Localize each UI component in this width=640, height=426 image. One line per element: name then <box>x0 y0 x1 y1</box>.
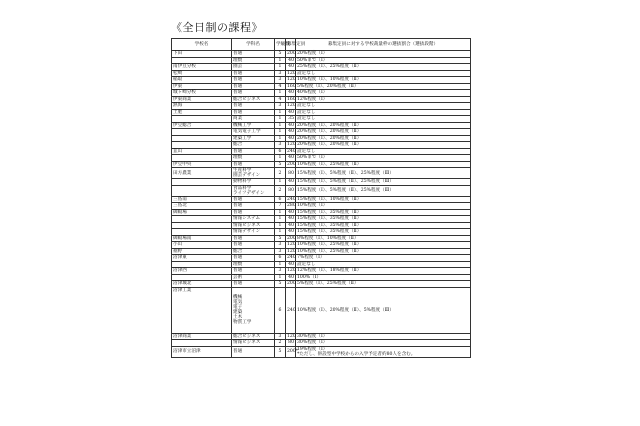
selection-ratio-cell: 7%程度（Ⅰ） <box>296 255 471 262</box>
department-item: 機械 <box>233 295 243 300</box>
school-name-cell: 伊東 <box>172 83 232 90</box>
selection-ratio-cell: 15%程度（Ⅰ）、35%程度（Ⅱ） <box>296 222 471 229</box>
class-count-cell: 7 <box>275 203 286 210</box>
school-name-cell: 韮山 <box>172 148 232 155</box>
selection-ratio-cell: 20%程度（Ⅰ）、20%程度（Ⅱ） <box>296 135 471 142</box>
school-name-cell: 沼津東 <box>172 255 232 262</box>
capacity-cell: 40 <box>286 90 296 97</box>
school-name-cell: 三島北 <box>172 203 232 210</box>
department-cell: 総合 <box>232 142 275 149</box>
selection-ratio-cell: 12%程度（Ⅰ）、18%程度（Ⅱ） <box>296 268 471 275</box>
department-item: 建築 <box>233 310 243 315</box>
class-count-cell: 3 <box>275 242 286 249</box>
selection-ratio-cell: 5%程度（Ⅰ）、20%程度（Ⅱ） <box>296 83 471 90</box>
department-cell: 建築工学 <box>232 135 275 142</box>
capacity-cell: 40 <box>286 129 296 136</box>
selection-ratio-cell: 設定なし <box>296 109 471 116</box>
class-count-cell: 1 <box>275 64 286 71</box>
document-title: 《全日制の課程》 <box>171 21 263 34</box>
department-cell: 商業 <box>232 116 275 123</box>
class-count-cell: 6 <box>275 148 286 155</box>
capacity-cell: 120 <box>287 142 296 148</box>
class-count-cell: 1 <box>275 122 286 129</box>
selection-ratio-cell: 設定なし <box>296 70 471 77</box>
school-name-cell: 土肥 <box>172 109 232 116</box>
class-count-cell: 5 <box>275 346 286 357</box>
selection-ratio-cell: 25%程度（Ⅰ）、25%程度（Ⅱ） <box>296 64 471 71</box>
selection-ratio-cell: 20%程度（Ⅰ）、20%程度（Ⅱ） <box>296 129 471 136</box>
capacity-cell: 40 <box>286 216 296 223</box>
capacity-cell: 160 <box>287 83 296 89</box>
department-cell: 機械工学 <box>232 122 275 129</box>
selection-ratio-cell: 20%程度（Ⅰ）、20%程度（Ⅱ） <box>296 142 471 149</box>
selection-ratio-cell: 100%（Ⅰ） <box>296 274 471 281</box>
department-cell: 普通 <box>232 51 275 58</box>
capacity-cell: 120 <box>287 248 296 254</box>
selection-ratio-cell: 12%程度（Ⅰ） <box>296 96 471 103</box>
department-cell: 電気電子工学 <box>232 129 275 136</box>
table-body <box>172 51 471 358</box>
class-count-cell: 3 <box>275 70 286 77</box>
selection-ratio-cell: 50%まで（Ⅰ） <box>296 155 471 162</box>
school-name-cell: 熱海 <box>172 103 232 110</box>
school-name-cell: 御殿場 <box>172 209 232 216</box>
school-name-cell <box>172 185 232 196</box>
table-header-row <box>172 39 471 51</box>
department-cell: 普通 <box>232 346 275 357</box>
selection-ratio-cell: 10%程度（Ⅰ）、25%程度（Ⅱ） <box>296 248 471 255</box>
class-count-cell: 1 <box>275 209 286 216</box>
department-cell: 普通 <box>232 83 275 90</box>
department-cell: 情報ビジネス <box>232 222 275 229</box>
selection-ratio-cell: 30%程度（Ⅰ） <box>296 340 471 347</box>
class-count-cell: 3 <box>275 268 286 275</box>
department-cell: 普通 <box>232 196 275 203</box>
department-cell: 総合ビジネス <box>232 333 275 340</box>
selection-ratio-cell: 15%程度（Ⅰ）、5%程度（Ⅱ）、25%程度（Ⅲ） <box>296 185 471 196</box>
school-name-cell: 稲取 <box>172 77 232 84</box>
capacity-cell: 240 <box>287 196 296 202</box>
capacity-cell: 40 <box>286 179 296 186</box>
class-count-cell: 6 <box>275 287 286 333</box>
table-row <box>172 287 471 333</box>
selection-ratio-cell: 50%まで（Ⅰ） <box>296 57 471 64</box>
selection-ratio-cell: 15%程度（Ⅰ）、35%程度（Ⅱ） <box>296 216 471 223</box>
department-cell: 普通 <box>232 77 275 84</box>
class-count-cell: 5 <box>275 281 286 288</box>
selection-ratio-cell: 15%程度（Ⅰ）、5%程度（Ⅱ）、25%程度（Ⅲ） <box>296 168 471 179</box>
selection-ratio-cell: 10%程度（Ⅰ）、25%程度（Ⅱ） <box>296 242 471 249</box>
capacity-cell: 40 <box>286 122 296 129</box>
department-item: 園芸デザイン <box>233 173 261 178</box>
capacity-cell: 120 <box>287 333 296 339</box>
header-department: 学科名 <box>232 39 275 51</box>
school-name-cell: 沼津商業 <box>172 333 232 340</box>
selection-ratio-cell: 10%程度（Ⅰ）、10%程度（Ⅱ） <box>296 77 471 84</box>
class-count-cell: 1 <box>275 222 286 229</box>
capacity-cell: 160 <box>287 96 296 102</box>
capacity-cell: 240 <box>286 287 296 333</box>
class-count-cell: 4 <box>275 96 286 103</box>
department-cell: 普通 <box>232 109 275 116</box>
selection-ratio-cell: 15%程度（Ⅰ）、35%程度（Ⅱ） <box>296 209 471 216</box>
department-cell: 理数 <box>232 155 275 162</box>
header-capacity: 募集定員 <box>286 39 296 51</box>
capacity-cell: 40 <box>286 209 296 216</box>
selection-ratio-cell: 20%程度（Ⅰ） <box>296 51 471 58</box>
selection-ratio-cell: 30%程度（Ⅰ） <box>296 333 471 340</box>
class-count-cell: 1 <box>275 116 286 123</box>
department-item: 食品科学 <box>233 185 252 191</box>
header-classes: 学級数 <box>275 39 286 51</box>
school-name-cell: 裾野 <box>172 248 232 255</box>
capacity-cell: 200 <box>287 235 296 241</box>
department-cell: 普通 <box>232 148 275 155</box>
school-name-cell: 三島南 <box>172 196 232 203</box>
class-count-cell: 3 <box>275 333 286 340</box>
table-row <box>172 346 471 357</box>
selection-ratio-cell: 10%程度（Ⅰ）、20%程度（Ⅱ）、5%程度（Ⅲ） <box>296 287 471 333</box>
selection-ratio-cell: 15%程度（Ⅰ）、10%程度（Ⅱ） <box>296 196 471 203</box>
department-cell: 動物科学 <box>232 179 275 186</box>
class-count-cell: 5 <box>275 161 286 168</box>
capacity-cell: 120 <box>287 77 296 83</box>
department-cell: 普通 <box>232 242 275 249</box>
capacity-cell: 240 <box>287 255 296 261</box>
department-list-cell <box>232 287 275 333</box>
selection-ratio-cell: 設定なし <box>296 148 471 155</box>
class-count-cell: 1 <box>275 179 286 186</box>
capacity-cell: 80 <box>286 168 296 179</box>
capacity-cell: 200 <box>287 281 296 287</box>
department-cell: 普通 <box>232 209 275 216</box>
department-cell <box>232 168 275 179</box>
capacity-cell: 40 <box>286 135 296 142</box>
class-count-cell: 1 <box>275 216 286 223</box>
school-name-cell: 小山 <box>172 242 232 249</box>
header-selection: 募集定員に対する学校裁量枠の選抜割合（選抜段階） <box>296 39 471 51</box>
class-count-cell: 6 <box>275 196 286 203</box>
class-count-cell: 3 <box>275 77 286 84</box>
school-name-cell: 伊豆中央 <box>172 161 232 168</box>
selection-ratio-cell: 設定なし <box>296 116 471 123</box>
department-cell: 普通 <box>232 281 275 288</box>
class-count-cell: 3 <box>275 103 286 110</box>
department-cell: 情報デザイン <box>232 229 275 236</box>
department-cell: 普通 <box>232 203 275 210</box>
department-cell: 理数 <box>232 57 275 64</box>
capacity-cell: 80 <box>286 185 296 196</box>
department-cell: 普通 <box>232 268 275 275</box>
school-name-cell: 御殿場南 <box>172 235 232 242</box>
class-count-cell: 3 <box>275 142 286 149</box>
department-item: 電子 <box>233 305 243 310</box>
school-name-cell: 南伊豆分校 <box>172 64 232 71</box>
school-name-cell: 伊東商業 <box>172 96 232 103</box>
selection-ratio-cell: 10%程度（Ⅰ）、25%程度（Ⅱ） <box>296 161 471 168</box>
capacity-cell: 40 <box>286 261 296 268</box>
school-name-cell: 伊豆総合 <box>172 122 232 129</box>
class-count-cell: 6 <box>275 255 286 262</box>
department-cell: 理数 <box>232 261 275 268</box>
class-count-cell: 1 <box>275 109 286 116</box>
selection-ratio-cell: 20%程度（Ⅰ）、20%程度（Ⅱ） <box>296 122 471 129</box>
department-cell: 総合 <box>232 248 275 255</box>
capacity-cell: 120 <box>287 103 296 109</box>
department-cell: 総合ビジネス <box>232 96 275 103</box>
class-count-cell: 5 <box>275 235 286 242</box>
class-count-cell: 1 <box>275 261 286 268</box>
class-count-cell: 1 <box>275 90 286 97</box>
capacity-cell: 40 <box>286 64 296 71</box>
school-name-cell: 沼津工業 <box>172 287 232 333</box>
class-count-cell: 4 <box>275 83 286 90</box>
school-name-cell: 田方農業 <box>172 168 232 179</box>
selection-ratio-cell: 40%程度（Ⅰ） <box>296 90 471 97</box>
department-cell <box>232 185 275 196</box>
department-cell: 園芸 <box>232 64 275 71</box>
capacity-cell: 120 <box>287 242 296 248</box>
department-cell: 情報システム <box>232 216 275 223</box>
selection-ratio-cell: 15%程度（Ⅰ）、35%程度（Ⅱ） <box>296 229 471 236</box>
capacity-cell: 280 <box>287 203 296 209</box>
selection-ratio-cell: 8%程度（Ⅰ）、10%程度（Ⅱ） <box>296 235 471 242</box>
selection-ratio-cell: 15%程度（Ⅰ）、5%程度（Ⅱ）、25%程度（Ⅲ） <box>296 179 471 186</box>
capacity-cell: 40 <box>286 229 296 236</box>
capacity-cell: 40 <box>286 109 296 116</box>
department-cell: 普通 <box>232 161 275 168</box>
selection-ratio-text: 19%程度（Ⅰ） <box>297 346 328 352</box>
class-count-cell: 1 <box>275 274 286 281</box>
capacity-cell: 35 <box>286 116 296 123</box>
school-name-cell: 沼津城北 <box>172 281 232 288</box>
school-name-cell: 下田 <box>172 51 232 58</box>
table-row <box>172 185 471 196</box>
department-item: 電気 <box>233 300 243 305</box>
selection-ratio-cell: 10%程度（Ⅰ） <box>296 203 471 210</box>
capacity-cell: 40 <box>286 274 296 281</box>
class-count-cell: 3 <box>275 248 286 255</box>
table-row <box>172 168 471 179</box>
capacity-cell: 40 <box>286 155 296 162</box>
department-cell: 普通 <box>232 90 275 97</box>
department-cell: 情報ビジネス <box>232 340 275 347</box>
capacity-cell: 120 <box>287 70 296 76</box>
school-name-cell: 沼津西 <box>172 268 232 275</box>
capacity-cell: 200 <box>287 161 296 167</box>
school-admission-table <box>171 38 471 358</box>
capacity-cell: 200 <box>287 51 296 57</box>
capacity-cell: 200* <box>286 346 296 357</box>
class-count-cell: 5 <box>275 51 286 58</box>
header-school: 学校名 <box>172 39 232 51</box>
school-name-cell: 城ヶ崎分校 <box>172 90 232 97</box>
selection-ratio-cell: 設定なし <box>296 103 471 110</box>
capacity-cell: 240 <box>287 148 296 154</box>
department-item: ライフデザイン <box>233 190 265 196</box>
department-cell: 普通 <box>232 103 275 110</box>
capacity-cell: 40 <box>286 57 296 64</box>
class-count-cell: 1 <box>275 57 286 64</box>
class-count-cell: 2 <box>275 185 286 196</box>
department-item: 生産科学 <box>233 168 252 173</box>
capacity-cell: 120 <box>287 268 296 274</box>
capacity-cell: 80 <box>286 340 296 347</box>
department-cell: 普通 <box>232 70 275 77</box>
class-count-cell: 1 <box>275 155 286 162</box>
class-count-cell: 1 <box>275 135 286 142</box>
department-cell: 普通 <box>232 255 275 262</box>
selection-ratio-cell <box>296 346 471 357</box>
department-cell: 芸術 <box>232 274 275 281</box>
school-name-cell: 沼津市立沼津 <box>172 346 232 357</box>
capacity-cell: 40 <box>286 222 296 229</box>
school-name-cell: 松崎 <box>172 70 232 77</box>
class-count-cell: 2 <box>275 340 286 347</box>
footnote-text: *ただし、併設型中学校からの入学予定者約80人を含む。 <box>297 351 416 357</box>
department-item: 土木 <box>233 315 243 320</box>
selection-ratio-cell: 5%程度（Ⅰ）、25%程度（Ⅱ） <box>296 281 471 288</box>
class-count-cell: 1 <box>275 129 286 136</box>
department-cell: 普通 <box>232 235 275 242</box>
department-item: 物質工学 <box>233 320 252 325</box>
class-count-cell: 1 <box>275 229 286 236</box>
selection-ratio-cell: 設定なし <box>296 261 471 268</box>
class-count-cell: 2 <box>275 168 286 179</box>
